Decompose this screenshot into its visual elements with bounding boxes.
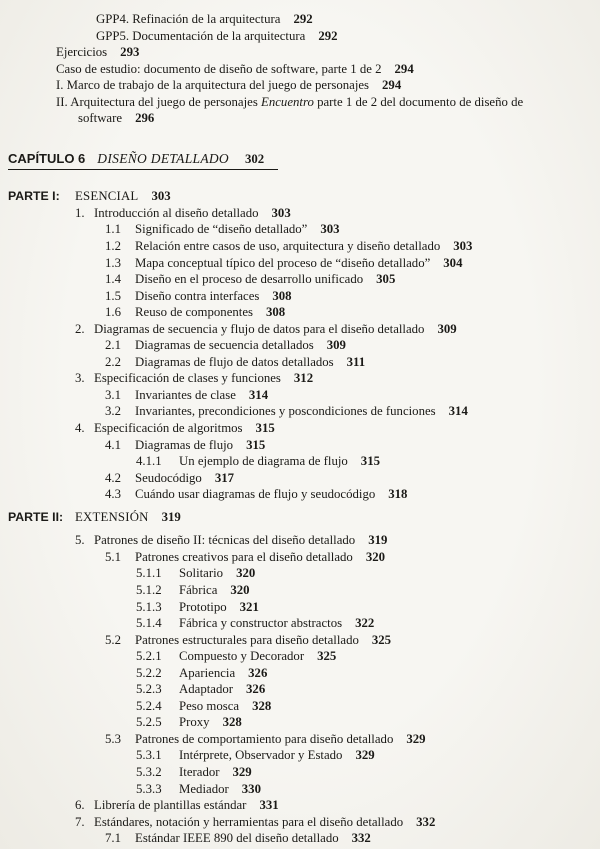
entry-number: 3. <box>75 371 85 386</box>
entry-title <box>94 815 403 829</box>
entry-title-segment: Ejercicios <box>56 45 108 60</box>
part-1-page-number: 303 <box>151 189 171 204</box>
entry-title <box>94 206 259 220</box>
entry-number: 3.2 <box>105 404 121 419</box>
entry-title-segment: Librería de plantillas estándar <box>94 798 247 813</box>
part-1-label: PARTE I: <box>8 189 60 204</box>
toc-entry <box>8 337 594 354</box>
entry-title-segment: Diagramas de secuencia detallados <box>135 338 314 353</box>
page-number: 305 <box>376 272 396 287</box>
toc-entry <box>8 486 594 503</box>
entry-number: 5.1.4 <box>136 616 162 631</box>
entry-title <box>179 765 220 779</box>
toc-entry <box>8 532 594 549</box>
entry-number: 4.2 <box>105 470 121 485</box>
entry-title-segment: Solitario <box>179 566 224 581</box>
page-number: 294 <box>382 78 402 93</box>
entry-title-segment: GPP4. Refinación de la arquitectura <box>96 12 281 26</box>
toc-entry <box>8 321 594 338</box>
entry-title-segment: Proxy <box>179 715 210 730</box>
entry-number: 3.1 <box>105 387 121 402</box>
toc-entry <box>8 615 594 632</box>
entry-number: 5.3.1 <box>136 748 162 763</box>
part-2-entries <box>8 532 594 846</box>
entry-title-segment: Introducción al diseño detallado <box>94 205 259 220</box>
page-number: 328 <box>222 715 242 730</box>
page-number: 317 <box>214 470 235 485</box>
page-number: 332 <box>416 814 436 829</box>
toc-entry <box>8 387 594 404</box>
toc-entry <box>8 632 594 649</box>
page-number: 296 <box>135 111 155 126</box>
entry-title <box>94 533 355 547</box>
toc-entry <box>8 77 594 94</box>
page-number: 325 <box>371 632 392 647</box>
page-number: 325 <box>317 649 337 664</box>
entry-title-segment: Patrones creativos para el diseño detallado <box>135 549 353 564</box>
toc-entry <box>8 797 594 814</box>
page-number: 328 <box>252 698 272 713</box>
entry-number: 1.4 <box>105 272 121 287</box>
page-number: 331 <box>259 798 279 813</box>
page-number: 303 <box>271 205 291 220</box>
entry-title-segment: Peso mosca <box>179 698 240 713</box>
entry-title <box>135 550 353 564</box>
entry-number: 2.2 <box>105 354 121 369</box>
entry-title <box>56 45 107 59</box>
entry-title-segment: Reuso de componentes <box>135 305 253 320</box>
entry-title-segment: Significado de “diseño detallado” <box>135 222 308 237</box>
entry-title-segment: Diagramas de flujo <box>135 437 234 452</box>
part-1-section <box>8 188 594 502</box>
toc-entry <box>8 288 594 305</box>
entry-title <box>135 633 359 647</box>
page-number: 314 <box>448 404 468 419</box>
toc-entry <box>8 714 594 731</box>
entry-title-segment: Invariantes de clase <box>135 387 236 402</box>
toc-entry <box>8 403 594 420</box>
entry-title-segment: Fábrica <box>179 582 218 597</box>
toc-entry <box>8 28 594 45</box>
entry-number: 5.3.2 <box>136 764 162 779</box>
toc-entry <box>8 44 594 61</box>
entry-title-segment: Iterador <box>179 764 220 779</box>
toc-entry <box>8 814 594 831</box>
entry-number: 5.3 <box>105 731 121 746</box>
page-number: 315 <box>255 421 275 436</box>
entry-title <box>135 289 259 303</box>
entry-title <box>135 404 436 418</box>
page-number: 329 <box>355 748 375 763</box>
entry-number: 5.2.1 <box>136 649 162 664</box>
page-number: 315 <box>246 437 266 452</box>
entry-title <box>94 322 424 336</box>
page-number: 318 <box>388 487 408 502</box>
entry-number: 5.2.4 <box>136 698 162 713</box>
page-number: 319 <box>368 533 388 548</box>
toc-entry <box>8 420 594 437</box>
entry-title-segment: Adaptador <box>179 682 234 697</box>
toc-entry <box>8 599 594 616</box>
page-number: 322 <box>355 616 375 631</box>
entry-number: 5.2 <box>105 632 121 647</box>
toc-entry <box>8 470 594 487</box>
toc-entry <box>8 354 594 371</box>
entry-number: 5.2.3 <box>136 682 162 697</box>
part-2-section <box>8 509 594 847</box>
entry-number: 1.2 <box>105 239 121 254</box>
entry-title-italic-segment: Encuentro <box>261 94 314 109</box>
entry-title-segment: Caso de estudio: documento de diseño de software, parte 1 de 2 <box>56 61 382 76</box>
entry-title-segment: Especificación de clases y funciones <box>94 371 281 386</box>
entry-title <box>179 666 235 680</box>
page-number: 309 <box>437 321 457 336</box>
page-number: 314 <box>248 387 269 402</box>
entry-title <box>135 222 307 236</box>
entry-number: 1. <box>75 205 85 220</box>
entry-title <box>135 355 334 369</box>
entry-title-segment: parte 1 de 2 del documento de diseño de software <box>78 94 524 126</box>
toc-entry <box>8 764 594 781</box>
entry-title <box>179 583 217 597</box>
entry-title-segment: Apariencia <box>179 665 236 680</box>
toc-entry <box>8 648 594 665</box>
entry-title <box>179 748 342 762</box>
entry-title <box>179 649 304 663</box>
entry-title-segment: Compuesto y Decorador <box>179 649 305 664</box>
entry-title-segment: Invariantes, precondiciones y poscondiciones de funciones <box>135 404 436 419</box>
entry-title <box>94 798 246 812</box>
entry-title <box>135 831 339 845</box>
toc-entry <box>8 61 594 78</box>
entry-number: 7.1 <box>105 831 121 846</box>
page-number: 330 <box>241 781 261 796</box>
part-1-heading <box>8 188 594 205</box>
page-number: 309 <box>326 338 346 353</box>
page-number: 292 <box>318 28 338 43</box>
toc-entry <box>8 453 594 470</box>
part-1-title: ESENCIAL <box>75 189 139 204</box>
entry-title <box>96 29 305 43</box>
entry-title <box>135 272 363 286</box>
toc-entry <box>8 781 594 798</box>
entry-title <box>135 305 253 319</box>
entry-title-segment: Diseño en el proceso de desarrollo unificado <box>135 272 364 287</box>
page-number: 308 <box>266 305 286 320</box>
page-number: 303 <box>320 222 340 237</box>
entry-title <box>56 78 369 92</box>
toc-entry <box>8 11 594 28</box>
entry-number: 5.3.3 <box>136 781 162 796</box>
entry-number: 1.3 <box>105 255 121 270</box>
entry-title <box>179 782 229 796</box>
entry-number: 4. <box>75 421 85 436</box>
entry-number: 4.3 <box>105 487 121 502</box>
page-number: 312 <box>293 371 314 386</box>
entry-title <box>135 388 236 402</box>
page-number: 326 <box>246 682 266 697</box>
entry-title-segment: Prototipo <box>179 599 227 614</box>
entry-number: 5. <box>75 533 85 548</box>
entry-number: 5.1.2 <box>136 582 162 597</box>
page-number: 303 <box>453 239 473 254</box>
entry-title-segment: Patrones estructurales para diseño detallado <box>135 632 359 647</box>
toc-entry <box>8 205 594 222</box>
toc-entry <box>8 582 594 599</box>
toc-entry <box>8 271 594 288</box>
part-2-heading <box>8 509 594 526</box>
toc-entry <box>8 370 594 387</box>
page-number: 292 <box>293 12 313 26</box>
page-number: 329 <box>406 731 426 746</box>
toc-entry <box>8 731 594 748</box>
toc-entry <box>8 747 594 764</box>
entry-title-segment: Cuándo usar diagramas de flujo y seudocódigo <box>135 487 376 502</box>
part-2-title: EXTENSIÓN <box>75 509 149 524</box>
entry-title-segment: Seudocódigo <box>135 470 202 485</box>
entry-title-segment: Estándares, notación y herramientas para el diseño detallado <box>94 814 404 829</box>
toc-entry <box>8 437 594 454</box>
entry-number: 1.6 <box>105 305 121 320</box>
entry-title-segment: II. Arquitectura del juego de personajes <box>56 94 262 109</box>
entry-title-segment: Diagramas de secuencia y flujo de datos para el diseño detallado <box>94 321 425 336</box>
entry-title <box>94 371 281 385</box>
entry-title-segment: Especificación de algoritmos <box>94 421 243 436</box>
entry-title <box>135 338 314 352</box>
entry-number: 1.5 <box>105 288 121 303</box>
page-number: 320 <box>230 582 250 597</box>
entry-number: 2.1 <box>105 338 121 353</box>
toc-entry <box>8 830 594 847</box>
entry-title-segment: Mediador <box>179 781 229 796</box>
entry-title-segment: Patrones de comportamiento para diseño detallado <box>135 731 394 746</box>
page-number: 320 <box>236 566 256 581</box>
entry-title <box>96 12 280 26</box>
toc-entry <box>8 665 594 682</box>
page-number: 304 <box>443 255 463 270</box>
toc-entry <box>8 94 594 127</box>
toc-entry <box>8 255 594 272</box>
part-1-entries <box>8 205 594 503</box>
entry-title <box>179 454 348 468</box>
chapter-heading <box>8 151 594 171</box>
page-number: 320 <box>365 549 386 564</box>
entry-number: 6. <box>75 798 85 813</box>
page-number: 329 <box>232 764 252 779</box>
entry-title-segment: Un ejemplo de diagrama de flujo <box>179 454 348 469</box>
toc-entry <box>8 698 594 715</box>
entry-title <box>56 62 382 76</box>
entry-title <box>179 682 233 696</box>
entry-title <box>135 487 375 501</box>
entry-title <box>179 715 210 729</box>
page-number: 321 <box>239 599 259 614</box>
chapter-heading-underline <box>8 151 278 171</box>
part-2-label: PARTE II: <box>8 509 64 524</box>
entry-number: 2. <box>75 321 85 336</box>
toc-entry <box>8 221 594 238</box>
entry-title-segment: Fábrica y constructor abstractos <box>179 616 343 631</box>
chapter-title: DISEÑO DETALLADO <box>97 150 229 166</box>
entry-number: 1.1 <box>105 222 121 237</box>
entry-number: 4.1.1 <box>136 454 162 469</box>
part-2-page-number: 319 <box>161 509 181 524</box>
entry-number: 4.1 <box>105 437 121 452</box>
entry-number: 7. <box>75 814 85 829</box>
entry-title-segment: Patrones de diseño II: técnicas del diseño detallado <box>94 533 356 548</box>
entry-title <box>179 566 223 580</box>
entry-title-segment: Diagramas de flujo de datos detallados <box>135 354 334 369</box>
toc-entry <box>8 549 594 566</box>
entry-number: 5.1.1 <box>136 566 162 581</box>
entry-number: 5.2.5 <box>136 715 162 730</box>
entry-title <box>179 699 239 713</box>
toc-top-section <box>8 11 594 127</box>
toc-entry <box>8 565 594 582</box>
page-number: 311 <box>346 354 366 369</box>
toc-entry <box>8 304 594 321</box>
entry-title <box>179 616 342 630</box>
entry-title <box>135 438 233 452</box>
entry-title-segment: I. Marco de trabajo de la arquitectura del juego de personajes <box>56 78 370 93</box>
entry-title <box>179 600 227 614</box>
toc-entry <box>8 681 594 698</box>
entry-number: 5.2.2 <box>136 665 162 680</box>
entry-title-segment: GPP5. Documentación de la arquitectura <box>96 28 306 43</box>
entry-title <box>94 421 243 435</box>
chapter-label: CAPÍTULO 6 <box>8 150 86 166</box>
page-number: 308 <box>272 288 292 303</box>
entry-title <box>135 256 430 270</box>
entry-title <box>135 471 202 485</box>
page-number: 332 <box>351 831 371 846</box>
entry-title-segment: Mapa conceptual típico del proceso de “diseño detallado” <box>135 255 431 270</box>
page-number: 293 <box>120 45 140 60</box>
entry-title-segment: Intérprete, Observador y Estado <box>179 748 343 763</box>
chapter-page-number: 302 <box>244 151 265 166</box>
entry-title <box>135 732 393 746</box>
entry-title-segment: Relación entre casos de uso, arquitectura y diseño detallado <box>135 239 441 254</box>
toc-entry <box>8 238 594 255</box>
entry-title-segment: Diseño contra interfaces <box>135 288 260 303</box>
page-number: 326 <box>248 665 268 680</box>
entry-title <box>135 239 440 253</box>
page-number: 294 <box>394 61 414 76</box>
entry-number: 5.1.3 <box>136 599 162 614</box>
entry-title-segment: Estándar IEEE 890 del diseño detallado <box>135 831 339 846</box>
page-number: 315 <box>360 454 380 469</box>
entry-number: 5.1 <box>105 549 121 564</box>
